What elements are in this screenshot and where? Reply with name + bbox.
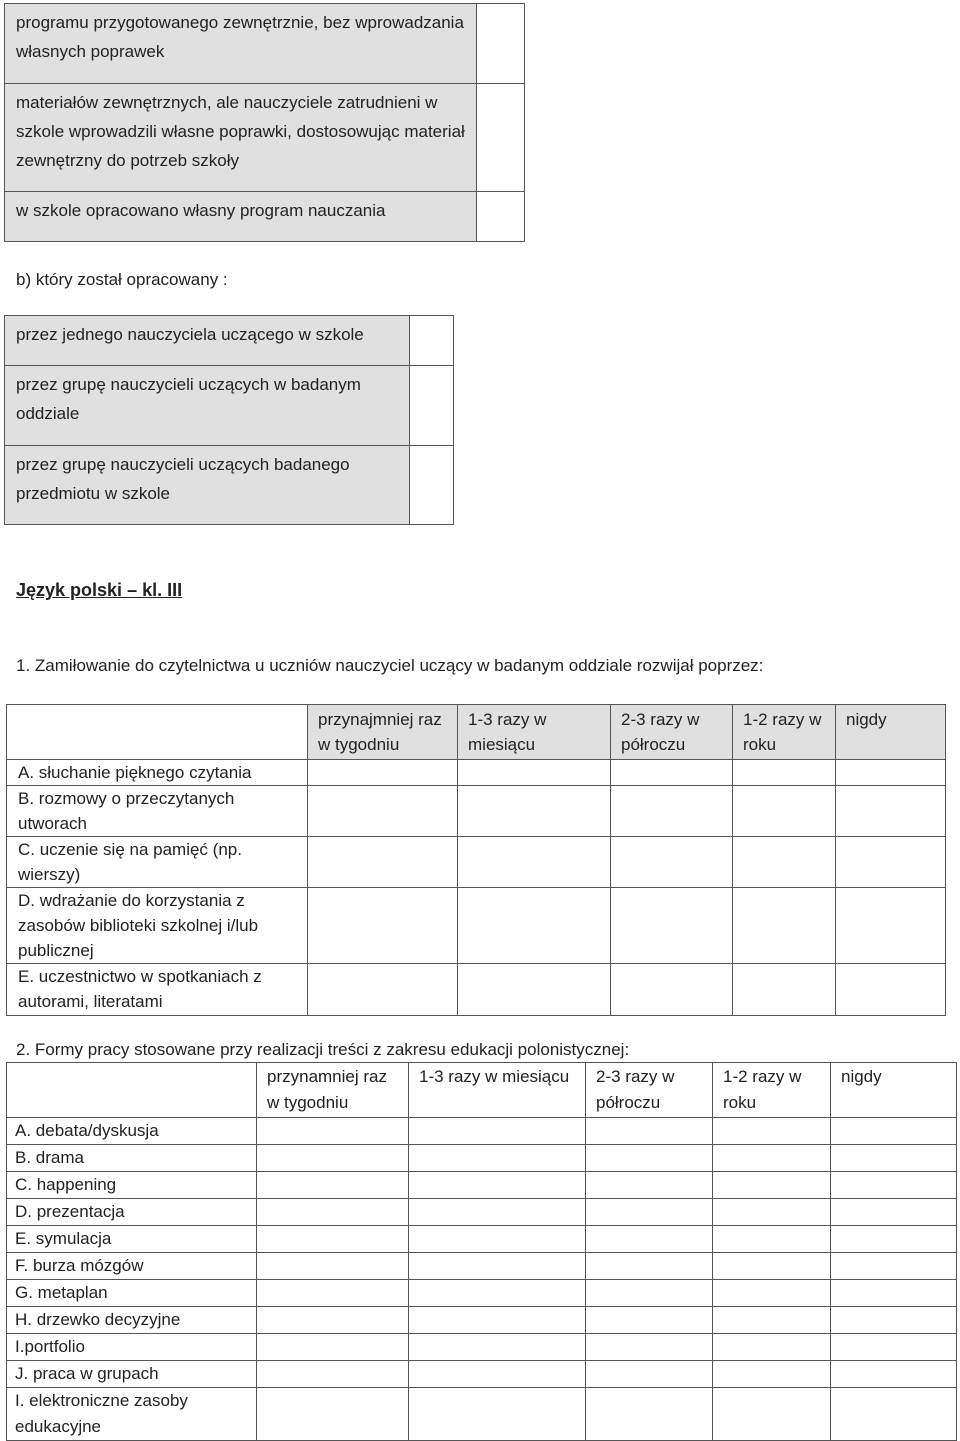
answer-cell[interactable] (409, 1334, 586, 1361)
answer-cell[interactable] (713, 1145, 831, 1172)
answer-cell[interactable] (257, 1307, 409, 1334)
answer-cell[interactable] (586, 1145, 713, 1172)
answer-cell[interactable] (458, 837, 611, 888)
answer-cell[interactable] (409, 1118, 586, 1145)
answer-cell[interactable] (713, 1388, 831, 1441)
answer-cell[interactable] (257, 1253, 409, 1280)
answer-cell[interactable] (713, 1118, 831, 1145)
answer-cell[interactable] (257, 1145, 409, 1172)
column-header: przynamniej raz w tygodniu (257, 1063, 409, 1118)
answer-cell[interactable] (836, 888, 946, 964)
answer-cell[interactable] (733, 888, 836, 964)
answer-cell[interactable] (831, 1226, 957, 1253)
answer-cell[interactable] (713, 1226, 831, 1253)
answer-cell[interactable] (733, 964, 836, 1016)
answer-cell[interactable] (409, 1388, 586, 1441)
question-1-text: 1. Zamiłowanie do czytelnictwa u uczniów nauczyciel uczący w badanym oddziale rozwijał poprzez: (16, 656, 764, 675)
answer-cell[interactable] (611, 837, 733, 888)
answer-cell[interactable] (586, 1334, 713, 1361)
answer-cell[interactable] (836, 760, 946, 786)
row-label: J. praca w grupach (7, 1361, 257, 1388)
answer-cell[interactable] (831, 1253, 957, 1280)
answer-cell[interactable] (713, 1361, 831, 1388)
section-b-label: b) który został opracowany : (16, 270, 228, 289)
answer-cell[interactable] (836, 837, 946, 888)
answer-cell[interactable] (257, 1172, 409, 1199)
row-label: F. burza mózgów (7, 1253, 257, 1280)
column-header: 1-3 razy w miesiącu (409, 1063, 586, 1118)
answer-cell[interactable] (409, 1307, 586, 1334)
option-label: przez jednego nauczyciela uczącego w szkole (5, 316, 410, 366)
option-label: materiałów zewnętrznych, ale nauczyciele zatrudnieni w szkole wprowadzili własne poprawki, dostosowując materiał zewnętrzny do potrzeb szkoły (5, 84, 477, 192)
answer-cell[interactable] (257, 1334, 409, 1361)
answer-cell[interactable] (611, 964, 733, 1016)
answer-cell[interactable] (611, 760, 733, 786)
column-header: nigdy (836, 705, 946, 760)
row-label: E. uczestnictwo w spotkaniach z autorami, literatami (7, 964, 308, 1016)
row-label: D. wdrażanie do korzystania z zasobów biblioteki szkolnej i/lub publicznej (7, 888, 308, 964)
answer-cell[interactable] (257, 1226, 409, 1253)
option-label: programu przygotowanego zewnętrznie, bez wprowadzania własnych poprawek (5, 4, 477, 84)
column-header: przynajmniej raz w tygodniu (308, 705, 458, 760)
answer-cell[interactable] (409, 1361, 586, 1388)
answer-cell[interactable] (409, 1145, 586, 1172)
section-a-options-table (4, 3, 525, 242)
heading-subject: Język polski (16, 580, 123, 600)
answer-cell[interactable] (831, 1361, 957, 1388)
answer-cell[interactable] (713, 1253, 831, 1280)
answer-cell[interactable] (733, 760, 836, 786)
answer-cell[interactable] (458, 964, 611, 1016)
section-heading (16, 580, 182, 601)
row-label: C. happening (7, 1172, 257, 1199)
option-label: przez grupę nauczycieli uczących badanego przedmiotu w szkole (5, 446, 410, 525)
question-2-table (6, 1062, 957, 1441)
section-b-options-table (4, 315, 454, 525)
row-label: H. drzewko decyzyjne (7, 1307, 257, 1334)
answer-cell[interactable] (586, 1199, 713, 1226)
heading-class: kl. III (142, 580, 183, 600)
answer-cell[interactable] (257, 1361, 409, 1388)
column-header: nigdy (831, 1063, 957, 1118)
answer-cell[interactable] (308, 888, 458, 964)
option-checkbox[interactable] (410, 366, 454, 446)
answer-cell[interactable] (713, 1280, 831, 1307)
row-label: B. rozmowy o przeczytanych utworach (7, 786, 308, 837)
answer-cell[interactable] (409, 1226, 586, 1253)
answer-cell[interactable] (409, 1199, 586, 1226)
answer-cell[interactable] (586, 1280, 713, 1307)
column-header: 1-2 razy w roku (713, 1063, 831, 1118)
answer-cell[interactable] (409, 1280, 586, 1307)
row-label: A. debata/dyskusja (7, 1118, 257, 1145)
answer-cell[interactable] (831, 1280, 957, 1307)
answer-cell[interactable] (586, 1253, 713, 1280)
column-header: 1-3 razy w miesiącu (458, 705, 611, 760)
header-blank (7, 1063, 257, 1118)
answer-cell[interactable] (257, 1388, 409, 1441)
answer-cell[interactable] (409, 1253, 586, 1280)
row-label: G. metaplan (7, 1280, 257, 1307)
row-label: B. drama (7, 1145, 257, 1172)
answer-cell[interactable] (586, 1226, 713, 1253)
answer-cell[interactable] (733, 786, 836, 837)
answer-cell[interactable] (308, 786, 458, 837)
answer-cell[interactable] (831, 1199, 957, 1226)
option-label: w szkole opracowano własny program nauczania (5, 192, 477, 242)
heading-dash: – (127, 580, 138, 600)
row-label: A. słuchanie pięknego czytania (7, 760, 308, 786)
option-checkbox[interactable] (410, 316, 454, 366)
column-header: 2-3 razy w półroczu (611, 705, 733, 760)
question-2-text: 2. Formy pracy stosowane przy realizacji treści z zakresu edukacji polonistycznej: (16, 1040, 630, 1059)
answer-cell[interactable] (713, 1307, 831, 1334)
row-label: I.portfolio (7, 1334, 257, 1361)
row-label: D. prezentacja (7, 1199, 257, 1226)
answer-cell[interactable] (831, 1334, 957, 1361)
answer-cell[interactable] (586, 1118, 713, 1145)
answer-cell[interactable] (308, 837, 458, 888)
row-label: I. elektroniczne zasoby edukacyjne (7, 1388, 257, 1441)
answer-cell[interactable] (831, 1388, 957, 1441)
option-checkbox[interactable] (477, 84, 525, 192)
answer-cell[interactable] (586, 1361, 713, 1388)
answer-cell[interactable] (257, 1199, 409, 1226)
answer-cell[interactable] (586, 1388, 713, 1441)
option-checkbox[interactable] (477, 192, 525, 242)
answer-cell[interactable] (713, 1199, 831, 1226)
answer-cell[interactable] (611, 786, 733, 837)
answer-cell[interactable] (409, 1172, 586, 1199)
answer-cell[interactable] (733, 837, 836, 888)
answer-cell[interactable] (831, 1145, 957, 1172)
answer-cell[interactable] (611, 888, 733, 964)
answer-cell[interactable] (308, 964, 458, 1016)
header-blank (7, 705, 308, 760)
column-header: 1-2 razy w roku (733, 705, 836, 760)
option-checkbox[interactable] (477, 4, 525, 84)
answer-cell[interactable] (836, 786, 946, 837)
row-label: E. symulacja (7, 1226, 257, 1253)
answer-cell[interactable] (458, 760, 611, 786)
answer-cell[interactable] (586, 1307, 713, 1334)
answer-cell[interactable] (257, 1280, 409, 1307)
answer-cell[interactable] (458, 888, 611, 964)
answer-cell[interactable] (586, 1172, 713, 1199)
answer-cell[interactable] (713, 1334, 831, 1361)
answer-cell[interactable] (831, 1172, 957, 1199)
answer-cell[interactable] (836, 964, 946, 1016)
column-header: 2-3 razy w półroczu (586, 1063, 713, 1118)
answer-cell[interactable] (831, 1307, 957, 1334)
option-label: przez grupę nauczycieli uczących w badanym oddziale (5, 366, 410, 446)
answer-cell[interactable] (308, 760, 458, 786)
row-label: C. uczenie się na pamięć (np. wierszy) (7, 837, 308, 888)
answer-cell[interactable] (713, 1172, 831, 1199)
answer-cell[interactable] (257, 1118, 409, 1145)
question-1-table (6, 704, 946, 1016)
answer-cell[interactable] (458, 786, 611, 837)
answer-cell[interactable] (831, 1118, 957, 1145)
option-checkbox[interactable] (410, 446, 454, 525)
